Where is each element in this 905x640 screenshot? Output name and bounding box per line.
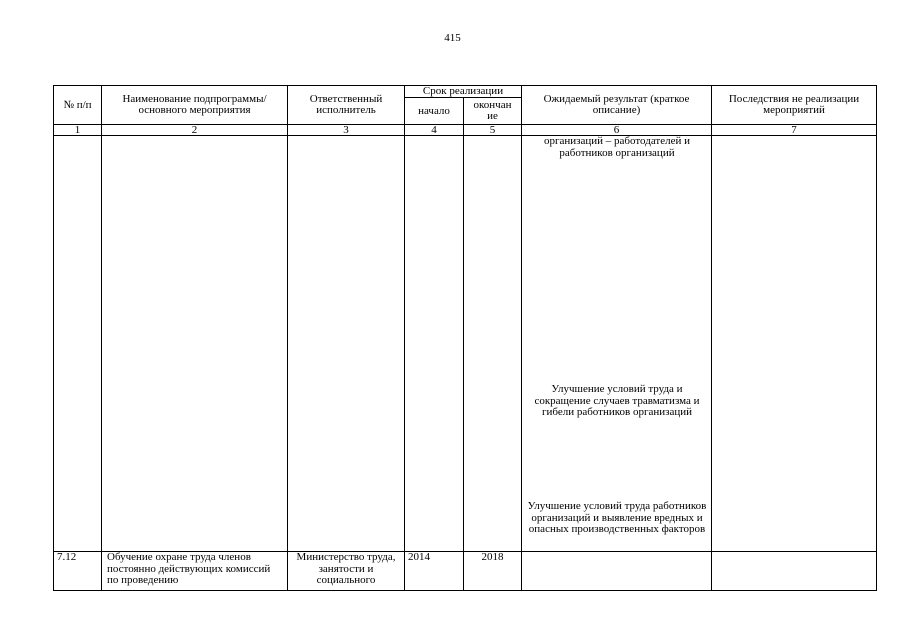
table-border-bottom <box>53 590 877 591</box>
column-divider <box>711 85 712 591</box>
program-table <box>53 85 877 591</box>
index-cell: 6 <box>613 123 620 136</box>
column-divider <box>404 85 405 591</box>
row-name: Обучение охране труда членов постоянно действующих комиссий по проведению <box>107 551 271 586</box>
result-text: Улучшение условий труда и сокращение случаев травматизма и гибели работников организаций <box>534 383 700 418</box>
table-border-left <box>53 85 54 591</box>
column-divider <box>287 85 288 591</box>
column-divider <box>463 97 464 591</box>
header-executor: Ответственный исполнитель <box>309 93 383 116</box>
header-name: Наименование подпрограммы/ основного мероприятия <box>122 93 267 116</box>
result-text: организаций – работодателей и работников организаций <box>543 135 690 159</box>
result-text: Улучшение условий труда работников организаций и выявление вредных и опасных производственных факторов <box>527 500 707 535</box>
header-consequences: Последствия не реализации мероприятий <box>728 93 860 116</box>
table-border-right <box>876 85 877 591</box>
index-cell: 3 <box>343 123 349 136</box>
header-result: Ожидаемый результат (краткое описание) <box>543 93 690 116</box>
header-period: Срок реализации <box>422 84 504 97</box>
index-cell: 5 <box>489 123 496 136</box>
column-divider <box>101 85 102 591</box>
row-start: 2014 <box>408 551 430 563</box>
header-end: окончан ие <box>473 99 512 122</box>
index-cell: 7 <box>791 123 797 136</box>
index-cell: 4 <box>431 123 437 136</box>
row-num: 7.12 <box>57 551 77 563</box>
header-start: начало <box>418 104 450 117</box>
row-end: 2018 <box>481 551 504 563</box>
header-num: № п/п <box>63 98 92 111</box>
row-executor: Министерство труда, занятости и социального <box>296 551 396 586</box>
index-cell: 1 <box>74 123 81 136</box>
column-divider <box>521 85 522 591</box>
index-cell: 2 <box>191 123 198 136</box>
index-row-bottom-line <box>53 135 877 136</box>
page-number: 415 <box>444 32 461 44</box>
